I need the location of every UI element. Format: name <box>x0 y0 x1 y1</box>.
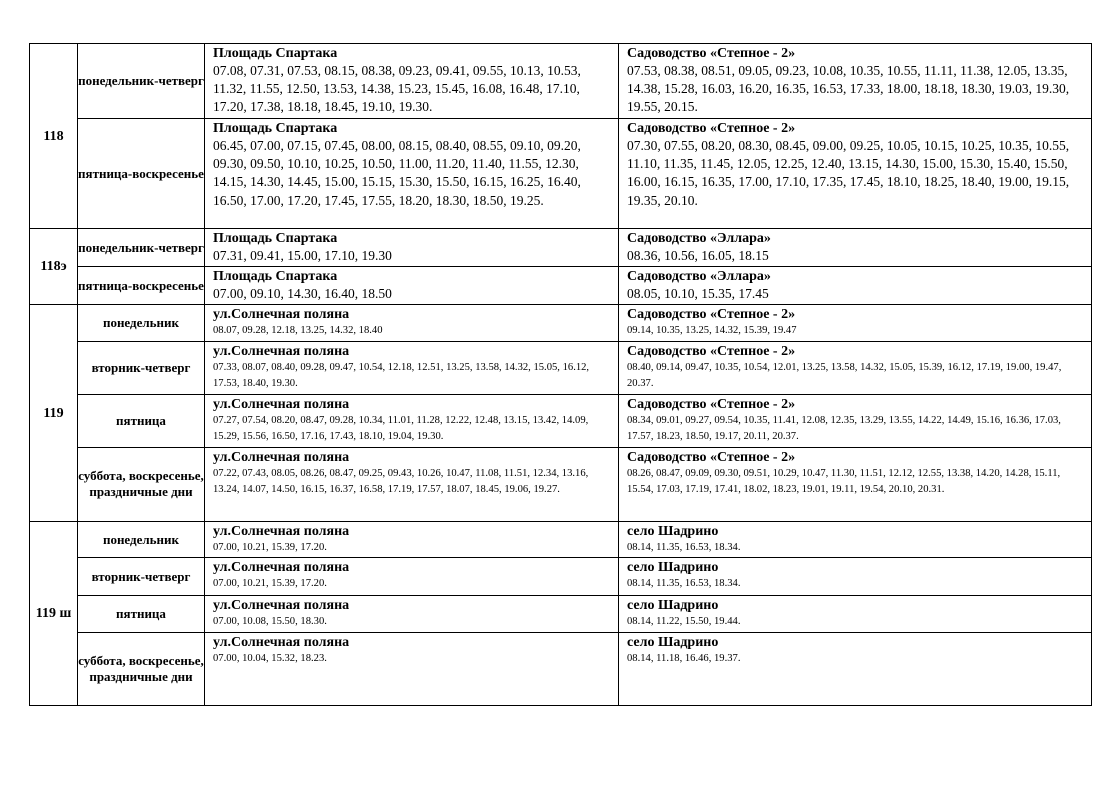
return-cell <box>619 119 1092 229</box>
table-row <box>30 558 1092 596</box>
day-label: вторник-четверг <box>78 341 205 394</box>
departure-times: 07.00, 10.21, 15.39, 17.20. <box>213 578 327 590</box>
departure-cell <box>205 341 619 394</box>
departure-cell <box>205 558 619 596</box>
departure-times: 07.00, 09.10, 14.30, 16.40, 18.50 <box>213 286 392 302</box>
day-label: понедельник-четверг <box>78 44 205 119</box>
stop-name: Садоводство «Степное - 2» <box>627 396 796 412</box>
departure-times: 07.27, 07.54, 08.20, 08.47, 09.28, 10.34, 11.01, 11.28, 12.22, 12.48, 13.15, 13.42, 14.09, 15.29, 15.56, 16.50, 17.16, 17.43, 18.10, 19.04, 19.30. <box>213 414 589 443</box>
stop-name: Площадь Спартака <box>213 231 338 246</box>
stop-name: село Шадрино <box>627 634 719 650</box>
return-times: 08.14, 11.35, 16.53, 18.34. <box>627 541 741 553</box>
day-label: суббота, воскресенье, праздничные дни <box>78 632 205 705</box>
route-number: 119 <box>30 305 78 522</box>
return-times: 07.53, 08.38, 08.51, 09.05, 09.23, 10.08, 10.35, 10.55, 11.11, 11.38, 12.05, 13.35, 14.38, 15.28, 16.03, 16.20, 16.35, 16.53, 17.33, 18.00, 18.18, 18.30, 19.03, 19.30, 19.55, 20.15. <box>627 63 1070 115</box>
day-label: пятница <box>78 394 205 447</box>
stop-name: село Шадрино <box>627 523 719 539</box>
departure-times: 07.22, 07.43, 08.05, 08.26, 08.47, 09.25, 09.43, 10.26, 10.47, 11.08, 11.51, 12.34, 13.16, 13.24, 14.07, 14.50, 16.15, 16.37, 16.58, 17.19, 17.57, 18.07, 18.45, 19.06, 19.27. <box>213 467 589 496</box>
table-row <box>30 394 1092 447</box>
departure-cell <box>205 521 619 558</box>
schedule-table <box>29 43 1092 706</box>
table-row <box>30 632 1092 705</box>
return-cell <box>619 394 1092 447</box>
stop-name: ул.Солнечная поляна <box>213 598 350 614</box>
departure-cell <box>205 44 619 119</box>
departure-times: 07.00, 10.21, 15.39, 17.20. <box>213 541 327 553</box>
departure-times: 07.00, 10.04, 15.32, 18.23. <box>213 652 327 664</box>
return-cell <box>619 305 1092 342</box>
stop-name: Садоводство «Степное - 2» <box>627 307 796 323</box>
table-row <box>30 305 1092 342</box>
departure-times: 06.45, 07.00, 07.15, 07.45, 08.00, 08.15, 08.40, 08.55, 09.10, 09.20, 09.30, 09.50, 10.10, 10.25, 10.50, 11.00, 11.20, 11.40, 11.55, 12.30, 14.15, 14.30, 14.45, 15.00, 15.15, 15.30, 15.50, 16.15, 16.25, 16.40, 16.50, 17.00, 17.20, 17.45, 17.55, 18.20, 18.30, 18.50, 19.25. <box>213 138 581 208</box>
day-label: суббота, воскресенье, праздничные дни <box>78 447 205 521</box>
day-label: пятница <box>78 596 205 633</box>
return-cell <box>619 558 1092 596</box>
day-label: понедельник <box>78 521 205 558</box>
departure-cell <box>205 267 619 305</box>
departure-times: 07.33, 08.07, 08.40, 09.28, 09.47, 10.54, 12.18, 12.51, 13.25, 13.58, 14.32, 15.05, 16.12, 17.53, 18.40, 19.30. <box>213 361 590 390</box>
departure-cell <box>205 447 619 521</box>
return-times: 08.14, 11.35, 16.53, 18.34. <box>627 578 741 590</box>
stop-name: ул.Солнечная поляна <box>213 523 350 539</box>
stop-name: ул.Солнечная поляна <box>213 634 350 650</box>
departure-cell <box>205 229 619 267</box>
departure-cell <box>205 596 619 633</box>
return-cell <box>619 267 1092 305</box>
route-number: 119 ш <box>30 521 78 705</box>
return-times: 08.14, 11.22, 15.50, 19.44. <box>627 616 741 628</box>
return-times: 08.14, 11.18, 16.46, 19.37. <box>627 652 741 664</box>
departure-cell <box>205 305 619 342</box>
return-times: 08.34, 09.01, 09.27, 09.54, 10.35, 11.41, 12.08, 12.35, 13.29, 13.55, 14.22, 14.49, 15.16, 16.36, 17.03, 17.57, 18.23, 18.50, 19.17, 20.11, 20.37. <box>627 414 1061 443</box>
stop-name: Садоводство «Степное - 2» <box>627 46 796 61</box>
return-cell <box>619 341 1092 394</box>
day-label: пятница-воскресенье <box>78 119 205 229</box>
day-label: понедельник <box>78 305 205 342</box>
return-cell <box>619 632 1092 705</box>
day-label: вторник-четверг <box>78 558 205 596</box>
route-number: 118э <box>30 229 78 305</box>
table-row <box>30 267 1092 305</box>
return-cell <box>619 521 1092 558</box>
return-times: 08.36, 10.56, 16.05, 18.15 <box>627 248 769 263</box>
return-times: 07.30, 07.55, 08.20, 08.30, 08.45, 09.00, 09.25, 10.05, 10.15, 10.25, 10.35, 10.55, 11.10, 11.35, 11.45, 12.05, 12.25, 12.40, 13.15, 14.30, 15.00, 15.30, 15.40, 15.50, 16.00, 16.15, 16.35, 17.00, 17.10, 17.35, 17.45, 18.10, 18.25, 18.40, 19.00, 19.15, 19.35, 20.10. <box>627 138 1070 208</box>
table-row <box>30 44 1092 119</box>
stop-name: Садоводство «Эллара» <box>627 269 771 285</box>
stop-name: Площадь Спартака <box>213 121 338 136</box>
return-times: 08.40, 09.14, 09.47, 10.35, 10.54, 12.01, 13.25, 13.58, 14.32, 15.05, 15.39, 16.12, 17.19, 19.00, 19.47, 20.37. <box>627 361 1062 390</box>
day-label: пятница-воскресенье <box>78 267 205 305</box>
table-row <box>30 521 1092 558</box>
route-number: 118 <box>30 44 78 229</box>
departure-times: 07.00, 10.08, 15.50, 18.30. <box>213 616 327 628</box>
stop-name: Садоводство «Эллара» <box>627 231 771 246</box>
stop-name: Садоводство «Степное - 2» <box>627 449 796 465</box>
table-row <box>30 229 1092 267</box>
table-row <box>30 341 1092 394</box>
departure-times: 07.08, 07.31, 07.53, 08.15, 08.38, 09.23, 09.41, 09.55, 10.13, 10.53, 11.32, 11.55, 12.50, 13.53, 14.38, 15.23, 15.45, 16.08, 16.48, 17.10, 17.20, 17.38, 18.18, 18.45, 19.10, 19.30. <box>213 63 581 115</box>
departure-cell <box>205 632 619 705</box>
stop-name: ул.Солнечная поляна <box>213 343 350 359</box>
stop-name: ул.Солнечная поляна <box>213 307 350 323</box>
stop-name: Площадь Спартака <box>213 46 338 61</box>
stop-name: Садоводство «Степное - 2» <box>627 343 796 359</box>
stop-name: Площадь Спартака <box>213 269 338 285</box>
return-cell <box>619 229 1092 267</box>
table-row <box>30 596 1092 633</box>
return-cell <box>619 596 1092 633</box>
return-times: 08.26, 08.47, 09.09, 09.30, 09.51, 10.29, 10.47, 11.30, 11.51, 12.12, 12.55, 13.38, 14.20, 14.28, 15.11, 15.54, 17.03, 17.19, 17.41, 18.02, 18.23, 19.01, 19.11, 19.54, 20.10, 20.31. <box>627 467 1061 496</box>
stop-name: ул.Солнечная поляна <box>213 560 350 576</box>
stop-name: ул.Солнечная поляна <box>213 396 350 412</box>
day-label: понедельник-четверг <box>78 229 205 267</box>
return-cell <box>619 44 1092 119</box>
table-row <box>30 447 1092 521</box>
stop-name: село Шадрино <box>627 598 719 614</box>
table-row <box>30 119 1092 229</box>
stop-name: Садоводство «Степное - 2» <box>627 121 796 136</box>
stop-name: ул.Солнечная поляна <box>213 449 350 465</box>
return-times: 08.05, 10.10, 15.35, 17.45 <box>627 286 769 302</box>
departure-times: 08.07, 09.28, 12.18, 13.25, 14.32, 18.40 <box>213 325 383 337</box>
departure-cell <box>205 119 619 229</box>
return-cell <box>619 447 1092 521</box>
departure-cell <box>205 394 619 447</box>
departure-times: 07.31, 09.41, 15.00, 17.10, 19.30 <box>213 248 392 263</box>
stop-name: село Шадрино <box>627 560 719 576</box>
return-times: 09.14, 10.35, 13.25, 14.32, 15.39, 19.47 <box>627 325 797 337</box>
